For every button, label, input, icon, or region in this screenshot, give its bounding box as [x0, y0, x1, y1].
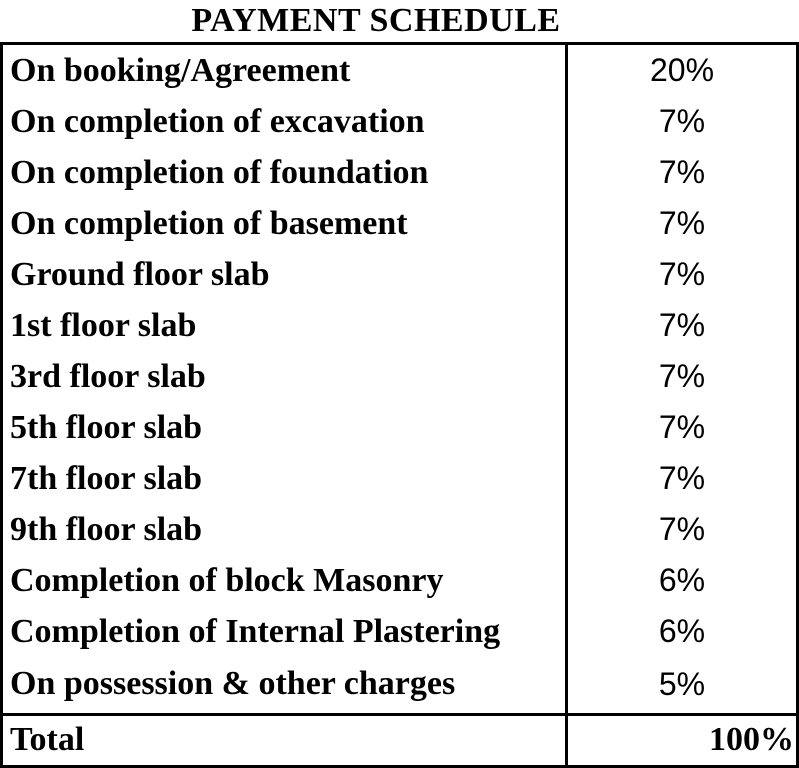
percentage-value: 20% — [649, 52, 715, 88]
table-row — [3, 249, 796, 300]
total-label: Total — [3, 716, 568, 765]
percentage-value: 7% — [658, 460, 706, 496]
page-title: PAYMENT SCHEDULE — [191, 2, 561, 39]
stage-label: 9th floor slab — [3, 504, 568, 555]
stage-label: On completion of basement — [3, 198, 568, 249]
stage-label: 7th floor slab — [3, 453, 568, 504]
stage-label: On completion of foundation — [3, 147, 568, 198]
payment-schedule-table — [0, 42, 799, 768]
stage-label: On booking/Agreement — [3, 45, 568, 96]
percentage-value: 6% — [658, 613, 706, 649]
table-row — [3, 402, 796, 453]
table-row — [3, 198, 796, 249]
stage-label: On completion of excavation — [3, 96, 568, 147]
table-row — [3, 657, 796, 713]
stage-label: 1st floor slab — [3, 300, 568, 351]
percentage-value: 7% — [658, 103, 706, 139]
percentage-value: 7% — [658, 307, 706, 343]
total-value: 100% — [709, 721, 794, 758]
table-row — [3, 147, 796, 198]
table-row — [3, 504, 796, 555]
stage-label: On possession & other charges — [3, 657, 568, 713]
table-row — [3, 96, 796, 147]
table-row — [3, 606, 796, 657]
percentage-value: 6% — [658, 562, 706, 598]
stage-label: Completion of Internal Plastering — [3, 606, 568, 657]
total-row — [3, 716, 796, 765]
table-row — [3, 351, 796, 402]
table-row — [3, 300, 796, 351]
percentage-value: 7% — [658, 256, 706, 292]
stage-label: 3rd floor slab — [3, 351, 568, 402]
table-row — [3, 555, 796, 606]
percentage-value: 5% — [658, 666, 706, 702]
percentage-value: 7% — [658, 409, 706, 445]
table-row — [3, 45, 796, 96]
percentage-value: 7% — [658, 358, 706, 394]
percentage-value: 7% — [658, 205, 706, 241]
stage-label: Completion of block Masonry — [3, 555, 568, 606]
percentage-value: 7% — [658, 154, 706, 190]
table-row — [3, 453, 796, 504]
stage-label: Ground floor slab — [3, 249, 568, 300]
percentage-value: 7% — [658, 511, 706, 547]
stage-label: 5th floor slab — [3, 402, 568, 453]
